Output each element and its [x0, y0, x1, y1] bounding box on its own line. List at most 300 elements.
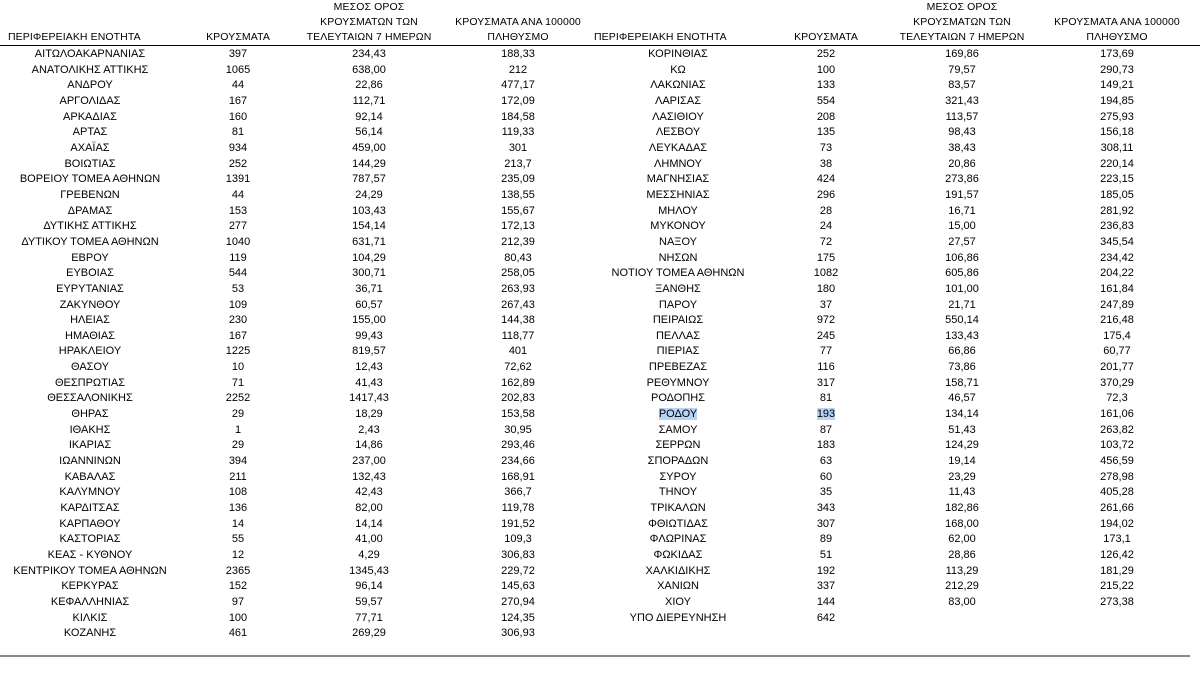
per100k-cell: 172,09	[501, 94, 535, 107]
table-row	[0, 564, 594, 580]
region-cell: ΠΙΕΡΙΑΣ	[656, 345, 700, 358]
header-cases: ΚΡΟΥΣΜΑΤΑ	[762, 30, 890, 46]
avg7-cell: 819,57	[352, 345, 386, 358]
region-cell: ΝΑΞΟΥ	[659, 235, 697, 248]
avg7-cell: 113,29	[945, 564, 979, 577]
region-cell: ΦΛΩΡΙΝΑΣ	[649, 533, 707, 546]
cases-cell: 245	[816, 329, 836, 342]
avg7-cell: 787,57	[352, 173, 386, 186]
cases-cell: 89	[819, 533, 833, 546]
region-cell: ΑΡΓΟΛΙΔΑΣ	[59, 94, 121, 107]
cases-cell	[762, 407, 890, 423]
per100k-cell: 60,77	[1103, 345, 1131, 358]
cases-cell: 211	[229, 470, 247, 483]
per100k-cell: 194,85	[1100, 94, 1134, 107]
table-row	[594, 219, 1200, 235]
region-cell: ΛΕΣΒΟΥ	[655, 126, 701, 139]
header-region: ΠΕΡΙΦΕΡΕΙΑΚΗ ΕΝΟΤΗΤΑ	[594, 30, 762, 46]
header-per100k-line1: ΚΡΟΥΣΜΑΤΑ ΑΝΑ 100000	[455, 16, 581, 28]
avg7-cell: 459,00	[352, 141, 386, 154]
avg7-cell: 15,00	[948, 220, 976, 233]
per100k-cell: 109,3	[504, 533, 532, 546]
avg7-cell: 269,29	[352, 627, 386, 640]
per100k-cell: 149,21	[1100, 79, 1134, 92]
cases-cell: 544	[228, 267, 248, 280]
region-cell: ΔΡΑΜΑΣ	[67, 204, 113, 217]
cases-cell: 60	[819, 470, 833, 483]
header-avg7-line1: ΜΕΣΟΣ ΟΡΟΣ	[333, 1, 405, 13]
region-cell: ΚΟΡΙΝΘΙΑΣ	[648, 48, 708, 60]
per100k-cell: 477,17	[501, 79, 535, 92]
avg7-cell: 11,43	[948, 486, 976, 499]
per100k-cell: 202,83	[501, 392, 535, 405]
avg7-cell: 62,00	[948, 533, 976, 546]
avg7-cell: 2,43	[358, 423, 380, 436]
table-row	[0, 219, 594, 235]
per100k-cell: 194,02	[1100, 517, 1134, 530]
per100k-cell: 172,13	[501, 220, 535, 233]
table-row	[594, 282, 1200, 298]
table-row	[0, 251, 594, 267]
cases-cell: 397	[228, 48, 248, 60]
table-row	[0, 329, 594, 345]
avg7-cell: 83,57	[948, 79, 976, 92]
avg7-cell: 234,43	[352, 48, 386, 60]
per100k-cell: 124,35	[501, 611, 535, 624]
table-row	[594, 94, 1200, 110]
region-cell: ΕΥΒΟΙΑΣ	[66, 267, 114, 280]
cases-cell: 230	[228, 314, 248, 327]
avg7-cell: 154,14	[352, 220, 386, 233]
region-cell: ΞΑΝΘΗΣ	[655, 282, 701, 295]
region-cell: ΚΑΡΠΑΘΟΥ	[59, 517, 121, 530]
table-row	[594, 485, 1200, 501]
table-row	[594, 407, 1200, 423]
avg7-cell: 4,29	[358, 549, 380, 561]
avg7-cell: 16,71	[948, 204, 976, 217]
table-row	[594, 204, 1200, 220]
region-cell: ΑΧΑΪΑΣ	[70, 141, 110, 154]
per100k-cell: 263,93	[501, 282, 535, 295]
region-cell: ΦΘΙΩΤΙΔΑΣ	[648, 517, 708, 530]
table-row	[0, 313, 594, 329]
per100k-cell: 181,29	[1100, 564, 1134, 577]
avg7-cell: 321,43	[945, 94, 979, 107]
selected-text-highlight[interactable]: 193	[816, 408, 836, 421]
table-row	[0, 110, 594, 126]
per100k-cell: 72,62	[504, 361, 532, 374]
table-row	[0, 611, 594, 627]
cases-cell: 461	[228, 627, 248, 640]
cases-table-left	[0, 0, 594, 642]
per100k-cell: 184,58	[501, 110, 535, 123]
region-cell: ΙΘΑΚΗΣ	[69, 423, 111, 436]
table-row	[0, 282, 594, 298]
per100k-cell: 270,94	[501, 595, 535, 608]
avg7-cell: 36,71	[355, 282, 383, 295]
avg7-cell: 104,29	[352, 251, 386, 264]
region-cell: ΣΑΜΟΥ	[658, 423, 698, 436]
avg7-cell: 82,00	[355, 502, 383, 515]
region-cell: ΤΡΙΚΑΛΩΝ	[650, 502, 706, 515]
table-row	[594, 172, 1200, 188]
avg7-cell: 19,14	[948, 455, 976, 468]
per100k-cell: 273,38	[1100, 595, 1134, 608]
table-row	[0, 470, 594, 486]
cases-cell: 167	[228, 329, 248, 342]
region-cell: ΛΗΜΝΟΥ	[654, 157, 702, 170]
table-row	[594, 501, 1200, 517]
cases-cell: 642	[816, 611, 836, 624]
region-cell: ΡΕΘΥΜΝΟΥ	[646, 376, 710, 389]
region-cell: ΘΗΡΑΣ	[71, 408, 109, 421]
region-cell: ΣΥΡΟΥ	[659, 470, 697, 483]
per100k-cell: 156,18	[1100, 126, 1134, 139]
per100k-cell: 261,66	[1100, 502, 1134, 515]
table-row	[0, 485, 594, 501]
cases-cell: 51	[819, 549, 833, 561]
avg7-cell: 24,29	[355, 188, 383, 201]
table-row	[594, 564, 1200, 580]
region-cell: ΚΕΑΣ - ΚΥΘΝΟΥ	[47, 549, 133, 561]
table-row	[0, 423, 594, 439]
avg7-cell: 99,43	[355, 329, 383, 342]
cases-cell: 2252	[225, 392, 251, 405]
per100k-cell: 267,43	[501, 298, 535, 311]
region-cell: ΝΗΣΩΝ	[658, 251, 698, 264]
table-row	[0, 438, 594, 454]
cases-cell: 192	[816, 564, 836, 577]
avg7-cell: 300,71	[352, 267, 386, 280]
cases-cell: 934	[228, 141, 248, 154]
avg7-cell: 51,43	[948, 423, 976, 436]
avg7-cell: 46,57	[948, 392, 976, 405]
cases-cell: 175	[816, 251, 836, 264]
header-region: ΠΕΡΙΦΕΡΕΙΑΚΗ ΕΝΟΤΗΤΑ	[0, 30, 180, 46]
table-row	[0, 298, 594, 314]
region-cell: ΚΟΖΑΝΗΣ	[63, 627, 117, 640]
header-avg7-line3: ΤΕΛΕΥΤΑΙΩΝ 7 ΗΜΕΡΩΝ	[296, 30, 442, 46]
region-cell: ΚΕΦΑΛΛΗΝΙΑΣ	[50, 595, 130, 608]
per100k-cell: 185,05	[1100, 188, 1134, 201]
region-cell: ΑΡΚΑΔΙΑΣ	[63, 110, 117, 123]
per100k-cell: 138,55	[501, 188, 535, 201]
table-row	[594, 376, 1200, 392]
cases-cell: 1082	[813, 267, 839, 280]
avg7-cell: 191,57	[945, 188, 979, 201]
region-cell: ΚΕΡΚΥΡΑΣ	[61, 580, 119, 593]
avg7-cell: 168,00	[945, 517, 979, 530]
cases-cell: 81	[819, 392, 833, 405]
region-cell: ΑΝΔΡΟΥ	[67, 79, 113, 92]
region-cell: ΜΑΓΝΗΣΙΑΣ	[646, 173, 710, 186]
cases-cell: 252	[816, 48, 836, 60]
header-avg7-line2: ΚΡΟΥΣΜΑΤΩΝ ΤΩΝ	[913, 16, 1011, 28]
per100k-cell: 168,91	[501, 470, 535, 483]
per100k-cell: 119,33	[501, 126, 535, 139]
region-cell: ΛΑΣΙΘΙΟΥ	[652, 110, 704, 123]
avg7-cell: 42,43	[355, 486, 383, 499]
per100k-cell: 301	[508, 141, 528, 154]
avg7-cell: 1345,43	[349, 564, 389, 577]
per100k-cell: 155,67	[501, 204, 535, 217]
per100k-cell: 258,05	[501, 267, 535, 280]
avg7-cell: 133,43	[945, 329, 979, 342]
cases-cell: 72	[819, 235, 833, 248]
avg7-cell: 1417,43	[349, 392, 389, 405]
region-cell: ΠΡΕΒΕΖΑΣ	[648, 361, 708, 374]
table-row	[594, 360, 1200, 376]
header-avg7-line2: ΚΡΟΥΣΜΑΤΩΝ ΤΩΝ	[320, 16, 418, 28]
cases-cell: 152	[228, 580, 248, 593]
avg7-cell: 28,86	[948, 549, 976, 561]
per100k-cell: 173,1	[1103, 533, 1131, 546]
avg7-cell: 101,00	[945, 282, 979, 295]
table-row	[0, 266, 594, 282]
table-row	[594, 532, 1200, 548]
cases-cell: 24	[819, 220, 833, 233]
per100k-cell: 247,89	[1100, 298, 1134, 311]
avg7-cell: 41,00	[355, 533, 383, 546]
cases-cell: 135	[816, 126, 836, 139]
cases-cell: 53	[231, 282, 245, 295]
per100k-cell: 118,77	[501, 329, 535, 342]
region-cell: ΠΑΡΟΥ	[658, 298, 698, 311]
cases-cell: 180	[816, 282, 836, 295]
avg7-cell: 59,57	[355, 595, 383, 608]
table-row	[594, 611, 1200, 627]
table-row	[0, 94, 594, 110]
avg7-cell: 103,43	[352, 204, 386, 217]
table-row	[594, 78, 1200, 94]
region-cell: ΛΕΥΚΑΔΑΣ	[648, 141, 708, 154]
per100k-cell: 234,42	[1100, 251, 1134, 264]
cases-cell: 116	[817, 361, 835, 374]
table-row	[594, 344, 1200, 360]
cases-cell: 153	[228, 204, 248, 217]
avg7-cell: 112,71	[352, 94, 386, 107]
region-cell: ΔΥΤΙΚΟΥ ΤΟΜΕΑ ΑΘΗΝΩΝ	[21, 235, 159, 248]
cases-cell: 71	[231, 376, 245, 389]
cases-cell: 554	[816, 94, 836, 107]
per100k-cell: 162,89	[501, 376, 535, 389]
region-cell	[594, 407, 762, 423]
cases-cell: 1065	[225, 63, 251, 76]
avg7-cell: 144,29	[352, 157, 386, 170]
table-row	[594, 141, 1200, 157]
table-row	[0, 78, 594, 94]
region-cell: ΚΩ	[670, 63, 686, 76]
cases-cell: 208	[816, 110, 836, 123]
per100k-cell: 370,29	[1100, 376, 1134, 389]
region-cell: ΓΡΕΒΕΝΩΝ	[60, 188, 120, 201]
cases-cell: 10	[231, 361, 245, 374]
region-cell: ΘΕΣΣΑΛΟΝΙΚΗΣ	[47, 392, 133, 405]
table-row	[594, 517, 1200, 533]
avg7-cell: 20,86	[948, 157, 976, 170]
per100k-cell: 103,72	[1100, 439, 1134, 452]
per100k-cell: 405,28	[1100, 486, 1134, 499]
table-row	[0, 125, 594, 141]
cases-cell: 38	[819, 157, 833, 170]
avg7-cell: 155,00	[352, 314, 386, 327]
avg7-cell: 273,86	[945, 173, 979, 186]
table-row	[594, 125, 1200, 141]
per100k-cell: 173,69	[1100, 48, 1134, 60]
region-cell: ΤΗΝΟΥ	[658, 486, 698, 499]
per100k-cell: 161,06	[1100, 408, 1134, 421]
per100k-cell: 290,73	[1100, 63, 1134, 76]
region-cell: ΙΚΑΡΙΑΣ	[68, 439, 112, 452]
table-row	[594, 438, 1200, 454]
table-row	[0, 172, 594, 188]
per100k-cell: 229,72	[501, 564, 535, 577]
region-cell: ΒΟΡΕΙΟΥ ΤΟΜΕΑ ΑΘΗΝΩΝ	[19, 173, 161, 186]
cases-cell: 1225	[225, 345, 251, 358]
region-cell: ΘΕΣΠΡΩΤΙΑΣ	[54, 376, 126, 389]
cases-cell: 14	[231, 517, 245, 530]
per100k-cell: 161,84	[1100, 282, 1134, 295]
region-cell: ΜΥΚΟΝΟΥ	[650, 220, 706, 233]
region-cell: ΠΕΙΡΑΙΩΣ	[652, 314, 704, 327]
per100k-cell: 126,42	[1100, 549, 1134, 561]
avg7-cell: 158,71	[945, 376, 979, 389]
per100k-cell: 223,15	[1100, 173, 1134, 186]
avg7-cell: 638,00	[352, 63, 386, 76]
table-row	[0, 454, 594, 470]
header-per100k-line1: ΚΡΟΥΣΜΑΤΑ ΑΝΑ 100000	[1054, 16, 1180, 28]
table-row	[0, 235, 594, 251]
cases-cell: 29	[231, 439, 245, 452]
cases-cell: 63	[819, 455, 833, 468]
region-cell: ΑΙΤΩΛΟΑΚΑΡΝΑΝΙΑΣ	[34, 48, 146, 60]
avg7-cell: 550,14	[945, 314, 979, 327]
per100k-cell: 213,7	[504, 157, 532, 170]
avg7-cell: 182,86	[945, 502, 979, 515]
region-cell: ΕΒΡΟΥ	[71, 251, 109, 264]
cases-cell: 77	[819, 345, 833, 358]
per100k-cell: 175,4	[1103, 329, 1131, 342]
region-cell: ΚΑΛΥΜΝΟΥ	[59, 486, 121, 499]
header-cases: ΚΡΟΥΣΜΑΤΑ	[180, 30, 296, 46]
region-cell: ΛΑΡΙΣΑΣ	[654, 94, 701, 107]
cases-cell: 37	[819, 298, 833, 311]
table-row	[594, 298, 1200, 314]
cases-cell: 337	[816, 580, 836, 593]
region-cell: ΧΑΛΚΙΔΙΚΗΣ	[645, 564, 711, 577]
avg7-cell: 134,14	[945, 408, 979, 421]
region-cell: ΚΕΝΤΡΙΚΟΥ ΤΟΜΕΑ ΑΘΗΝΩΝ	[13, 564, 167, 577]
region-cell: ΠΕΛΛΑΣ	[655, 329, 701, 342]
table-row	[594, 251, 1200, 267]
cases-cell: 44	[231, 79, 245, 92]
header-per100k-line2: ΠΛΗΘΥΣΜΟ	[1034, 30, 1200, 46]
cases-cell: 144	[816, 595, 836, 608]
table-row	[594, 157, 1200, 173]
avg7-cell: 212,29	[945, 580, 979, 593]
per100k-cell: 204,22	[1100, 267, 1134, 280]
per100k-cell: 281,92	[1100, 204, 1134, 217]
region-cell: ΙΩΑΝΝΙΝΩΝ	[59, 455, 121, 468]
avg7-cell: 14,86	[355, 439, 383, 452]
region-cell: ΖΑΚΥΝΘΟΥ	[59, 298, 121, 311]
cases-cell: 28	[819, 204, 833, 217]
table-row	[594, 329, 1200, 345]
per100k-cell: 72,3	[1106, 392, 1128, 405]
per100k-cell: 215,22	[1100, 580, 1134, 593]
region-cell: ΚΑΣΤΟΡΙΑΣ	[59, 533, 121, 546]
cases-cell: 296	[816, 188, 836, 201]
table-row	[594, 188, 1200, 204]
cases-cell: 108	[228, 486, 248, 499]
avg7-cell: 27,57	[948, 235, 976, 248]
cases-cell: 100	[816, 63, 836, 76]
table-row	[0, 407, 594, 423]
cases-cell: 972	[816, 314, 836, 327]
per100k-cell: 235,09	[501, 173, 535, 186]
cases-cell: 394	[228, 455, 248, 468]
table-body-right	[594, 46, 1200, 627]
avg7-cell: 605,86	[945, 267, 979, 280]
cases-cell: 424	[816, 173, 836, 186]
region-cell: ΘΑΣΟΥ	[70, 361, 110, 374]
table-row	[0, 579, 594, 595]
cases-cell: 109	[228, 298, 248, 311]
cases-cell: 252	[228, 157, 248, 170]
region-cell: ΒΟΙΩΤΙΑΣ	[64, 157, 116, 170]
avg7-cell: 77,71	[355, 611, 383, 624]
avg7-cell: 96,14	[355, 580, 383, 593]
cases-cell: 1391	[225, 173, 251, 186]
cases-cell: 136	[228, 502, 248, 515]
selected-text-highlight[interactable]: ΡΟΔΟΥ	[658, 408, 698, 421]
table-row	[0, 63, 594, 79]
region-cell: ΔΥΤΙΚΗΣ ΑΤΤΙΚΗΣ	[43, 220, 137, 233]
per100k-cell: 188,33	[501, 48, 535, 60]
avg7-cell: 14,14	[355, 517, 383, 530]
table-row	[0, 46, 594, 63]
table-row	[0, 517, 594, 533]
per100k-cell: 212,39	[501, 235, 535, 248]
table-row	[594, 454, 1200, 470]
cases-cell: 133	[816, 79, 836, 92]
per100k-cell: 263,82	[1100, 423, 1134, 436]
table-row	[594, 235, 1200, 251]
cases-cell: 119	[229, 251, 247, 264]
per100k-cell: 401	[508, 345, 528, 358]
cases-cell: 183	[816, 439, 836, 452]
table-row	[0, 157, 594, 173]
per100k-cell: 293,46	[501, 439, 535, 452]
region-cell: ΜΗΛΟΥ	[658, 204, 698, 217]
region-cell: ΚΑΡΔΙΤΣΑΣ	[60, 502, 120, 515]
region-cell: ΦΩΚΙΔΑΣ	[653, 549, 703, 561]
table-row	[0, 626, 594, 642]
avg7-cell: 22,86	[355, 79, 383, 92]
bottom-divider	[0, 655, 1190, 657]
per100k-cell: 220,14	[1100, 157, 1134, 170]
per100k-cell: 216,48	[1100, 314, 1134, 327]
per100k-cell: 234,66	[501, 455, 535, 468]
table-row	[594, 391, 1200, 407]
avg7-cell	[890, 611, 1034, 627]
avg7-cell: 631,71	[352, 235, 386, 248]
per100k-cell: 212	[508, 63, 528, 76]
table-row	[594, 548, 1200, 564]
cases-cell: 2365	[225, 564, 251, 577]
per100k-cell	[1034, 611, 1200, 627]
region-cell: ΕΥΡΥΤΑΝΙΑΣ	[56, 282, 124, 295]
